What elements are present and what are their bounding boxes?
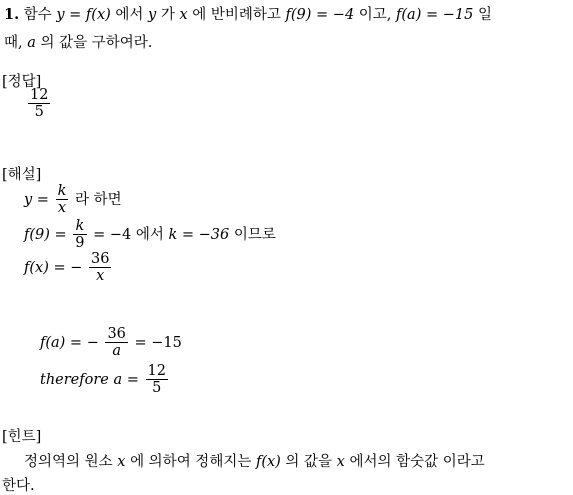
fraction-denominator: x [89, 267, 111, 284]
problem-line-1 [4, 3, 492, 24]
solution-line-1 [24, 184, 122, 216]
math-variable: x [117, 454, 126, 470]
fraction-denominator: x [56, 199, 69, 216]
answer-fraction [26, 88, 52, 120]
problem-number: 1. [4, 6, 20, 23]
solution-line-2 [24, 219, 276, 251]
fraction-numerator: 36 [107, 326, 126, 342]
math-expression: y = f(x) [56, 7, 111, 23]
solution-line-4 [40, 327, 182, 359]
math-variable: x [179, 7, 188, 23]
math-expression: f(9) = [24, 227, 67, 244]
fraction-numerator: k [75, 218, 85, 234]
math-expression: k = −36 [168, 227, 230, 244]
math-expression: = −4 [93, 227, 132, 244]
problem-text: 때, [4, 35, 23, 51]
solution-text: 이므로 [233, 227, 276, 244]
solution-text: 에서 [135, 227, 164, 244]
math-expression: f(9) = −4 [285, 7, 355, 23]
problem-text: 일 [477, 7, 492, 23]
fraction-numerator: k [57, 183, 67, 199]
solution-line-3 [24, 252, 113, 284]
math-expression: = −15 [134, 335, 182, 352]
hint-line-2: 한다. [2, 478, 35, 494]
fraction-numerator: 36 [91, 251, 110, 267]
hint-line-1 [24, 450, 485, 471]
fraction-denominator: a [105, 342, 127, 359]
math-variable: y [148, 7, 157, 23]
math-expression: f(a) = − [40, 335, 99, 352]
problem-text: 의 값을 구하여라. [40, 35, 153, 51]
math-expression: f(a) = −15 [396, 7, 474, 23]
hint-text: 에서의 함숫값 이라고 [349, 454, 485, 470]
problem-text: 에 반비례하고 [192, 7, 281, 23]
math-variable: x [336, 454, 345, 470]
solution-text: 라 하면 [74, 192, 122, 209]
problem-text: 에서 [115, 7, 144, 23]
fraction-denominator: 5 [146, 379, 168, 396]
fraction-denominator: 9 [75, 235, 85, 252]
problem-text: 이고, [358, 7, 392, 23]
problem-text: 가 [160, 7, 175, 23]
hint-text: 정의역의 원소 [24, 454, 113, 470]
math-expression: therefore a = [40, 372, 139, 389]
fraction-numerator: 12 [147, 363, 166, 379]
problem-line-2 [4, 31, 152, 52]
math-variable: a [27, 35, 36, 51]
hint-text: 에 의하여 정해지는 [130, 454, 252, 470]
fraction-numerator: 12 [30, 87, 49, 103]
problem-text: 함수 [23, 7, 52, 23]
hint-text: 의 값을 [285, 454, 333, 470]
math-expression: f(x) [255, 454, 281, 470]
fraction-denominator: 5 [28, 103, 50, 120]
solution-heading: [해설] [2, 167, 42, 183]
hint-heading: [힌트] [2, 429, 42, 445]
answer-heading: [정답] [2, 74, 42, 90]
solution-line-5 [40, 364, 170, 396]
math-expression: y = [24, 192, 49, 209]
math-expression: f(x) = − [24, 260, 83, 277]
